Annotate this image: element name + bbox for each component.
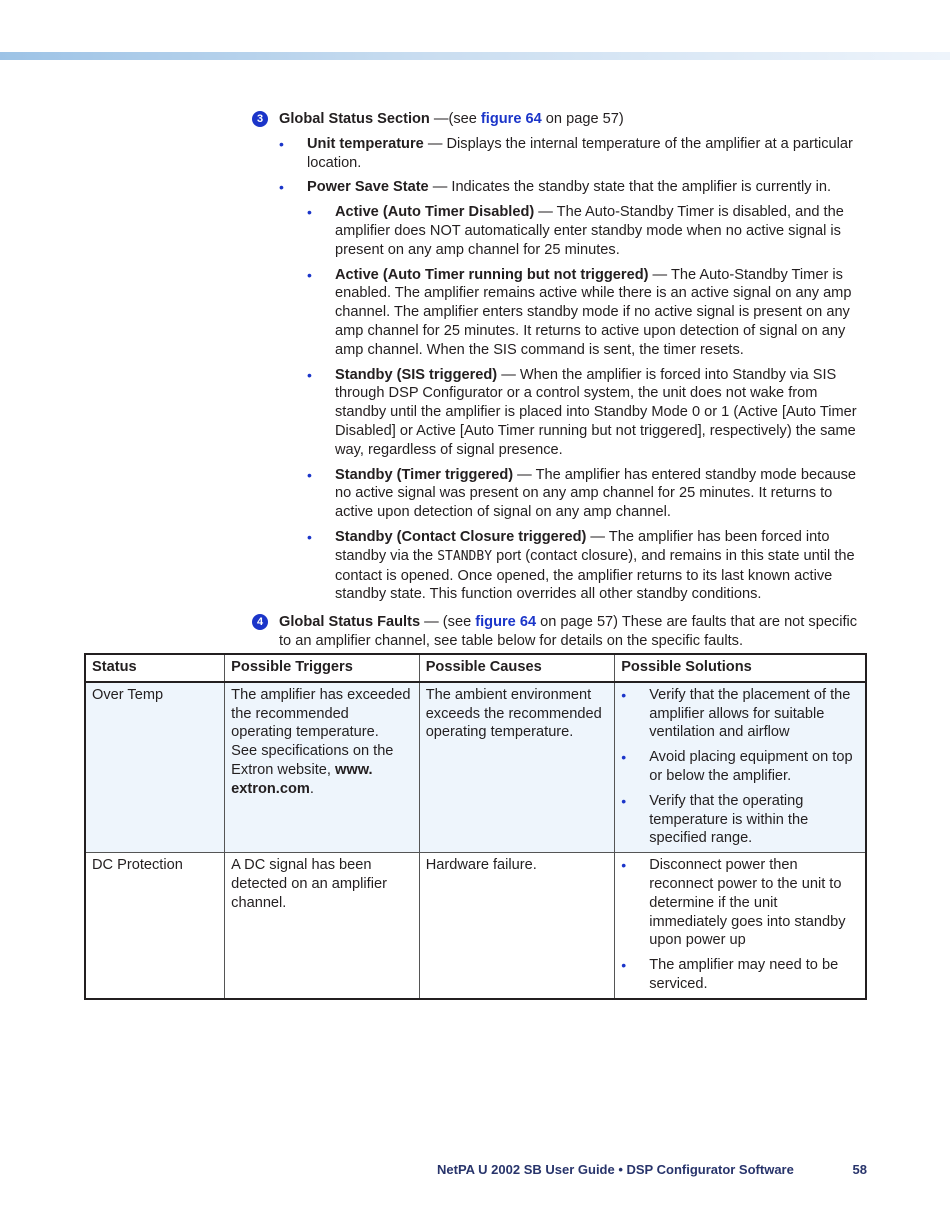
section-title: Global Status Section <box>279 111 430 127</box>
extron-website-link[interactable]: www.​extron.com <box>231 761 373 797</box>
solutions-cell <box>615 682 866 853</box>
solution-text: Verify that the operating temperature is within the specified range. <box>649 792 809 847</box>
column-header: Possible Causes <box>419 654 615 682</box>
column-header: Possible Triggers <box>225 654 420 682</box>
item-term: Standby (SIS triggered) <box>335 366 498 383</box>
bullet-icon: • <box>621 749 627 766</box>
item-text: — When the amplifier is forced into Standby via SIS through DSP Configurator or a control system, the unit does not wake from standby until the amplifier is placed into Standby Mode 0 or 1 (Active [Auto Timer Disabled] or Active [Auto Timer running but not triggered], respectively) the same way, regardless of signal presence. <box>335 366 857 458</box>
list-item <box>621 856 859 950</box>
section-ref-pre: — (see <box>420 614 476 630</box>
number-4-icon: 4 <box>252 614 268 630</box>
bullet-icon: • <box>621 957 627 974</box>
list-item <box>621 956 859 994</box>
section-heading <box>252 613 868 651</box>
bullet-icon: • <box>279 135 284 152</box>
triggers-text: . <box>309 780 314 797</box>
list-item <box>307 528 868 604</box>
item-term: Unit temperature <box>307 135 424 152</box>
causes-cell: The ambient environment exceeds the recommended operating temperature. <box>419 682 615 853</box>
table-header-row <box>85 654 866 682</box>
list-item <box>307 366 868 460</box>
list-item <box>621 748 859 786</box>
faults-table <box>84 653 867 1000</box>
triggers-cell: A DC signal has been detected on an amplifier channel. <box>225 853 420 999</box>
solution-text: The amplifier may need to be serviced. <box>649 957 839 992</box>
item-term: Power Save State <box>307 179 429 196</box>
footer-title: NetPA U 2002 SB User Guide • DSP Configurator Software <box>437 1162 794 1177</box>
item-text: — The amplifier has entered standby mode because no active signal was present on any amp channel for 25 minutes. It returns to active upon detection of signal on any amp channel. <box>335 466 857 521</box>
power-state-list <box>307 203 868 604</box>
list-item <box>621 686 859 742</box>
item-text: — The Auto-Standby Timer is enabled. The amplifier remains active while there is an active signal on any amp channel. The amplifier enters standby mode if no active signal is present on any amp channel for 25 minutes. It returns to active upon detection of signal on any amp channel. When the SIS command is sent, the timer resets. <box>335 266 852 358</box>
status-cell: DC Protection <box>85 853 225 999</box>
solutions-list <box>621 686 859 848</box>
bullet-icon: • <box>307 466 312 483</box>
causes-cell: Hardware failure. <box>419 853 615 999</box>
global-status-faults-section <box>252 613 868 651</box>
bullet-icon: • <box>307 266 312 283</box>
bullet-icon: • <box>621 857 627 874</box>
page-number: 58 <box>852 1162 867 1177</box>
item-text: — The Auto-Standby Timer is disabled, and the amplifier does NOT automatically enter standby mode when no active signal is present on any amp channel for 25 minutes. <box>335 204 844 258</box>
table-row <box>85 853 866 999</box>
section-ref-post: on page 57) <box>541 111 624 127</box>
list-item <box>307 466 868 522</box>
column-header: Status <box>85 654 225 682</box>
status-cell: Over Temp <box>85 682 225 853</box>
number-3-icon: 3 <box>252 111 268 127</box>
list-item <box>279 135 868 173</box>
item-text: port (contact closure), and remains in this state until the contact is opened. Once opened, the amplifier returns to its last known active standby state. This function overrides all other standby conditions. <box>335 547 855 603</box>
triggers-text: The amplifier has exceeded the recommended operating temperature. <box>231 686 411 741</box>
bullet-icon: • <box>307 204 312 221</box>
header-gradient-bar <box>0 52 950 60</box>
bullet-icon: • <box>279 179 284 196</box>
section-ref-pre: —(see <box>429 111 481 127</box>
page-footer <box>437 1162 867 1177</box>
item-term: Active (Auto Timer running but not triggered) <box>335 266 649 283</box>
section-ref-post: on page 57) These are faults that are not specific to an amplifier channel, see table below for details on the specific faults. <box>279 614 858 649</box>
solution-text: Avoid placing equipment on top or below the amplifier. <box>649 749 853 784</box>
solutions-list <box>621 856 859 994</box>
section-title: Global Status Faults <box>279 614 421 630</box>
triggers-text: See specifications on the Extron website, <box>231 743 394 778</box>
item-term: Active (Auto Timer Disabled) <box>335 204 535 221</box>
item-text: — The amplifier has been forced into standby via the <box>335 528 830 564</box>
item-text: — Indicates the standby state that the amplifier is currently in. <box>428 179 832 196</box>
figure-link[interactable]: figure 64 <box>475 614 537 630</box>
standby-port-code: STANDBY <box>437 548 493 564</box>
item-term: Standby (Timer triggered) <box>335 466 514 483</box>
column-header: Possible Solutions <box>615 654 866 682</box>
status-item-list <box>279 135 868 604</box>
item-text: — Displays the internal temperature of the amplifier at a particular location. <box>307 135 853 171</box>
triggers-cell <box>225 682 420 853</box>
table-row <box>85 682 866 853</box>
list-item <box>307 266 868 360</box>
list-item <box>307 203 868 259</box>
bullet-icon: • <box>307 366 312 383</box>
global-status-section <box>252 110 868 604</box>
bullet-icon: • <box>621 686 627 703</box>
list-item <box>621 792 859 848</box>
figure-link[interactable]: figure 64 <box>480 111 542 127</box>
bullet-icon: • <box>307 528 312 545</box>
bullet-icon: • <box>621 792 627 809</box>
section-heading <box>252 110 868 129</box>
solution-text: Disconnect power then reconnect power to the unit to determine if the unit immediately goes into standby upon power up <box>649 857 846 949</box>
list-item <box>279 178 868 604</box>
item-term: Standby (Contact Closure triggered) <box>335 528 587 545</box>
solutions-cell <box>615 853 866 999</box>
solution-text: Verify that the placement of the amplifier allows for suitable ventilation and airflow <box>649 686 851 741</box>
